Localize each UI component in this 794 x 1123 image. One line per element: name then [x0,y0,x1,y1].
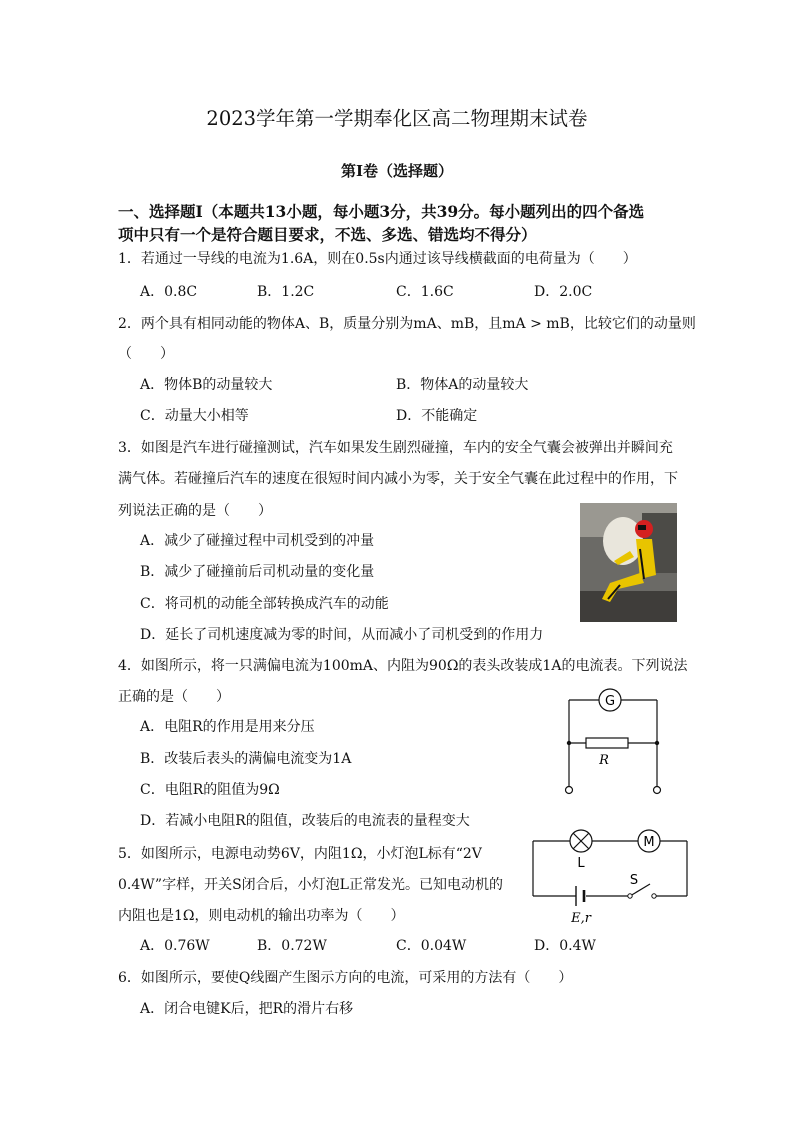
q1-option-c: C．1.6C [396,284,454,300]
q5-option-c: C．0.04W [396,938,467,954]
q6-stem: 6．如图所示，要使Q线圈产生图示方向的电流，可采用的方法有（ ） [118,970,573,986]
section-heading-line1: 一、选择题Ⅰ（本题共13小题，每小题3分，共39分。每小题列出的四个备选 [118,202,645,221]
q2-option-b: B．物体A的动量较大 [396,377,529,393]
terminal-left [566,787,573,794]
q4-line1: 4．如图所示，将一只满偏电流为100mA、内阻为90Ω的表头改装成1A的电流表。下列说法 [118,658,688,674]
q5-line3: 内阻也是1Ω，则电动机的输出功率为（ ） [118,908,405,924]
q5-option-d: D．0.4W [534,938,596,954]
q3-line1: 3．如图是汽车进行碰撞测试，汽车如果发生剧烈碰撞，车内的安全气囊会被弹出并瞬间充 [118,440,673,456]
q5-option-a: A．0.76W [140,938,210,954]
q2-stem: 2．两个具有相同动能的物体A、B，质量分别为mA、mB，且mA > mB，比较它们的动量则 [118,316,696,332]
q1-option-a: A．0.8C [140,284,198,300]
q3-line3: 列说法正确的是（ ） [118,503,272,519]
terminal-right [654,787,661,794]
q6-option-a: A．闭合电键K后，把R的滑片右移 [140,1001,354,1017]
galvanometer-label: G [604,694,616,709]
q4-option-d: D．若减小电阻R的阻值，改装后的电流表的量程变大 [140,813,470,829]
ammeter-circuit-diagram [560,688,668,798]
q5-option-b: B．0.72W [257,938,327,954]
q2-option-c: C．动量大小相等 [140,408,249,424]
battery-label: E,r [571,911,591,926]
q1-option-b: B．1.2C [257,284,315,300]
q3-option-d: D．延长了司机速度减为零的时间，从而减小了司机受到的作用力 [140,627,544,643]
q2-stem-cont: （ ） [118,346,174,362]
lamp-symbol [570,830,592,852]
q4-option-c: C．电阻R的阻值为9Ω [140,782,280,798]
crash-test-photo [580,503,677,622]
section-heading-line2: 项中只有一个是符合题目要求，不选、多选、错选均不得分） [118,225,537,244]
q2-option-a: A．物体B的动量较大 [140,377,273,393]
q4-line2: 正确的是（ ） [118,689,230,705]
q1-stem: 1．若通过一导线的电流为1.6A，则在0.5s内通过该导线横截面的电荷量为（ ） [118,251,637,267]
q5-line2: 0.4W”字样，开关S闭合后，小灯泡L正常发光。已知电动机的 [118,877,503,893]
section-subtitle: 第Ⅰ卷（选择题） [340,162,454,180]
q3-option-b: B．减少了碰撞前后司机动量的变化量 [140,564,375,580]
q5-line1: 5．如图所示，电源电动势6V，内阻1Ω，小灯泡L标有“2V [118,846,482,862]
switch-label: S [629,873,639,888]
q3-line2: 满气体。若碰撞后汽车的速度在很短时间内减小为零，关于安全气囊在此过程中的作用，下 [118,471,678,487]
resistor-label: R [599,753,609,768]
q3-option-c: C．将司机的动能全部转换成汽车的动能 [140,596,389,612]
q3-option-a: A．减少了碰撞过程中司机受到的冲量 [140,533,375,549]
page-title: 2023学年第一学期奉化区高二物理期末试卷 [206,107,588,130]
q4-option-b: B．改装后表头的满偏电流变为1A [140,751,352,767]
lamp-label: L [577,856,585,871]
lamp-motor-circuit-diagram [528,826,692,930]
q2-option-d: D．不能确定 [396,408,478,424]
q1-option-d: D．2.0C [534,284,593,300]
motor-label: M [643,835,655,850]
q4-option-a: A．电阻R的作用是用来分压 [140,719,315,735]
